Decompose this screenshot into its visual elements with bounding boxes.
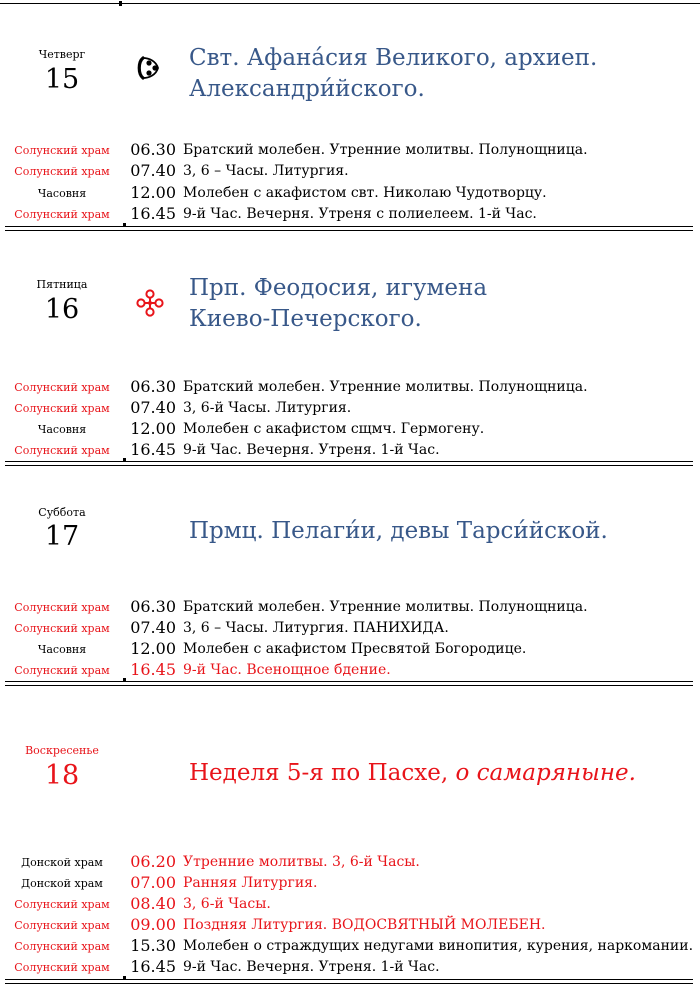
service-time: 07.40 xyxy=(130,161,176,180)
feast-title-line: Прмц. Пелаги́и, девы Тарси́йской. xyxy=(189,518,608,544)
service-description: 9-й Час. Всенощное бдение. xyxy=(183,662,391,678)
day-number: 15 xyxy=(44,64,80,95)
schedule-row xyxy=(0,894,700,915)
service-description: Поздняя Литургия. ВОДОСВЯТНЫЙ МОЛЕБЕН. xyxy=(183,917,546,933)
schedule-row xyxy=(0,419,700,440)
top-rule xyxy=(0,3,700,4)
schedule-row xyxy=(0,183,700,204)
place-label: Часовня xyxy=(37,423,87,436)
service-time: 12.00 xyxy=(130,183,176,202)
service-time: 08.40 xyxy=(130,894,176,913)
schedule-row xyxy=(0,957,700,978)
schedule-row xyxy=(0,140,700,161)
service-description: 3, 6-й Часы. xyxy=(183,896,271,912)
service-description: Братский молебен. Утренние молитвы. Полунощница. xyxy=(183,142,588,158)
service-time: 16.45 xyxy=(130,204,176,223)
service-description: Молебен с акафистом сщмч. Гермогену. xyxy=(183,421,485,437)
service-description: 9-й Час. Вечерня. Утреня. 1-й Час. xyxy=(183,959,440,975)
place-label: Часовня xyxy=(37,643,87,656)
rule-tick xyxy=(119,1,122,6)
place-label: Солунский храм xyxy=(14,381,110,394)
day-number: 18 xyxy=(44,760,80,791)
service-description: Братский молебен. Утренние молитвы. Полунощница. xyxy=(183,379,588,395)
feast-title xyxy=(189,43,597,105)
service-description: 3, 6-й Часы. Литургия. xyxy=(183,400,352,416)
feast-title xyxy=(189,273,487,335)
place-label: Донской храм xyxy=(21,877,103,890)
schedule-row xyxy=(0,161,700,182)
service-description: Ранняя Литургия. xyxy=(183,875,318,891)
service-time: 15.30 xyxy=(130,936,176,955)
schedule-row xyxy=(0,660,700,681)
section-divider xyxy=(5,226,693,231)
place-label: Солунский храм xyxy=(14,898,110,911)
section-divider xyxy=(5,681,693,686)
schedule-row xyxy=(0,852,700,873)
weekday-label: Воскресенье xyxy=(25,744,99,757)
schedule-row xyxy=(0,873,700,894)
service-time: 16.45 xyxy=(130,440,176,459)
place-label: Часовня xyxy=(37,187,87,200)
schedule-row xyxy=(0,597,700,618)
feast-title-line: Киево-Печерского. xyxy=(189,306,422,332)
service-time: 12.00 xyxy=(130,419,176,438)
place-label: Солунский храм xyxy=(14,940,110,953)
feast-title-line: Свт. Афана́сия Великого, архиеп. xyxy=(189,45,598,71)
schedule-row xyxy=(0,440,700,461)
weekday-label: Пятница xyxy=(36,278,88,291)
service-description: 9-й Час. Вечерня. Утреня. 1-й Час. xyxy=(183,442,440,458)
place-label: Солунский храм xyxy=(14,622,110,635)
feast-title xyxy=(189,758,636,789)
service-time: 09.00 xyxy=(130,915,176,934)
service-description: Молебен с акафистом Пресвятой Богородице. xyxy=(183,641,527,657)
place-label: Солунский храм xyxy=(14,444,110,457)
section-divider xyxy=(5,979,693,984)
schedule-row xyxy=(0,639,700,660)
feast-title xyxy=(189,516,608,547)
service-description: 9-й Час. Вечерня. Утреня с полиелеем. 1-й Час. xyxy=(183,206,537,222)
schedule-row xyxy=(0,204,700,225)
place-label: Солунский храм xyxy=(14,144,110,157)
service-time: 06.30 xyxy=(130,377,176,396)
place-label: Солунский храм xyxy=(14,402,110,415)
red-cross-icon xyxy=(134,287,166,319)
service-description: Утренние молитвы. 3, 6-й Часы. xyxy=(183,854,420,870)
section-divider xyxy=(5,461,693,466)
service-description: 3, 6 – Часы. Литургия. xyxy=(183,163,349,179)
service-time: 07.40 xyxy=(130,618,176,637)
weekday-label: Четверг xyxy=(38,48,86,61)
schedule-row xyxy=(0,377,700,398)
schedule-row xyxy=(0,618,700,639)
rule-tick xyxy=(123,223,126,227)
feast-title-italic: о самаряныне. xyxy=(455,760,636,786)
place-label: Солунский храм xyxy=(14,961,110,974)
place-label: Солунский храм xyxy=(14,165,110,178)
schedule-row xyxy=(0,915,700,936)
rule-tick xyxy=(123,976,126,980)
place-label: Солунский храм xyxy=(14,664,110,677)
service-description: Молебен о страждущих недугами винопития, курения, наркомании. xyxy=(183,938,694,954)
place-label: Солунский храм xyxy=(14,919,110,932)
schedule-row xyxy=(0,936,700,957)
feast-title-line: Александри́йского. xyxy=(189,76,425,102)
day-number: 16 xyxy=(44,294,80,325)
feast-title-main: Неделя 5-я по Пасхе, xyxy=(189,760,456,786)
service-time: 16.45 xyxy=(130,660,176,679)
day-number: 17 xyxy=(44,521,80,552)
service-description: Молебен с акафистом свт. Николаю Чудотворцу. xyxy=(183,185,547,201)
service-time: 07.00 xyxy=(130,873,176,892)
service-time: 06.30 xyxy=(130,597,176,616)
service-description: 3, 6 – Часы. Литургия. ПАНИХИДА. xyxy=(183,620,449,636)
service-description: Братский молебен. Утренние молитвы. Полунощница. xyxy=(183,599,588,615)
service-time: 06.30 xyxy=(130,140,176,159)
service-time: 16.45 xyxy=(130,957,176,976)
place-label: Солунский храм xyxy=(14,208,110,221)
place-label: Солунский храм xyxy=(14,601,110,614)
rule-tick xyxy=(123,458,126,462)
weekday-label: Суббота xyxy=(38,506,86,519)
service-time: 06.20 xyxy=(130,852,176,871)
feast-title-line: Прп. Феодосия, игумена xyxy=(189,275,488,301)
triple-dot-icon xyxy=(134,52,166,84)
service-time: 12.00 xyxy=(130,639,176,658)
schedule-row xyxy=(0,398,700,419)
rule-tick xyxy=(123,678,126,682)
service-time: 07.40 xyxy=(130,398,176,417)
place-label: Донской храм xyxy=(21,856,103,869)
